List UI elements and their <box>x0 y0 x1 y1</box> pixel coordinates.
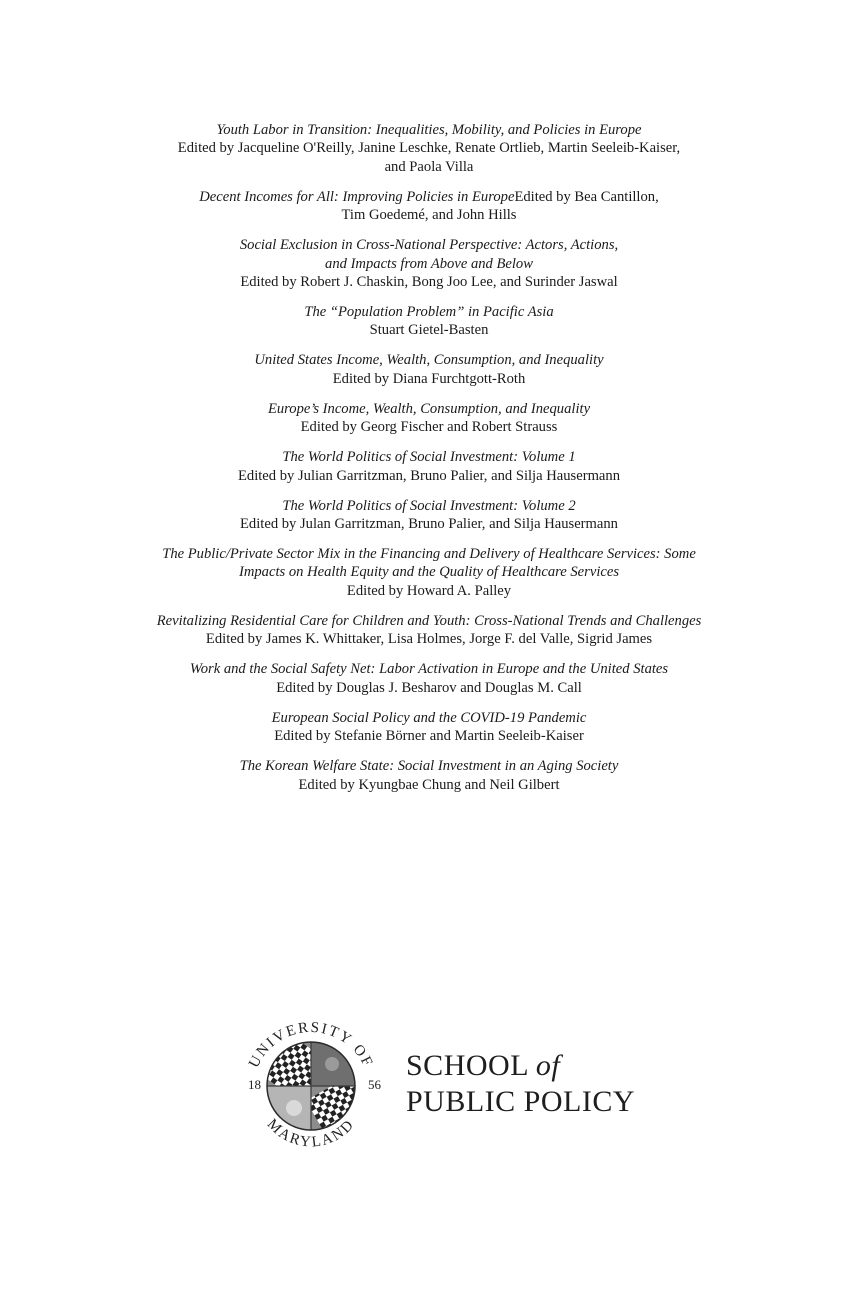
book-title: The World Politics of Social Investment: Volume 2 <box>282 497 576 514</box>
book-entry <box>0 545 858 600</box>
book-series-list <box>0 121 858 806</box>
seal-top-text: UNIVERSITY OF <box>246 1019 376 1071</box>
book-title: Europe’s Income, Wealth, Consumption, and Inequality <box>267 400 591 417</box>
book-editors: Edited by Diana Furchtgott-Roth <box>332 370 526 387</box>
book-entry <box>0 121 858 176</box>
seal-year-left: 18 <box>248 1077 261 1092</box>
book-entry <box>0 236 858 291</box>
book-editors: Tim Goedemé, and John Hills <box>341 207 517 224</box>
book-editors: Edited by James K. Whittaker, Lisa Holmes, Jorge F. del Valle, Sigrid James <box>205 631 653 648</box>
book-editors: Edited by Kyungbae Chung and Neil Gilbert <box>298 776 560 793</box>
book-editors: Edited by Georg Fischer and Robert Strauss <box>300 419 558 436</box>
book-entry <box>0 400 858 437</box>
book-editors: Edited by Stefanie Börner and Martin Seeleib-Kaiser <box>274 728 584 745</box>
book-author: Stuart Gietel-Basten <box>369 322 489 339</box>
book-entry <box>0 303 858 340</box>
publisher-logo <box>236 1008 646 1158</box>
seal-year-right: 56 <box>368 1077 381 1092</box>
book-title: The Korean Welfare State: Social Investment in an Aging Society <box>239 758 619 775</box>
book-entry <box>0 188 858 225</box>
book-title: Decent Incomes for All: Improving Policies in Europe <box>199 188 515 205</box>
book-title: Impacts on Health Equity and the Quality of Healthcare Services <box>238 564 620 581</box>
school-name-of: of <box>535 1049 561 1082</box>
book-title: Work and the Social Safety Net: Labor Activation in Europe and the United States <box>189 661 669 678</box>
book-entry <box>0 709 858 746</box>
book-title: The “Population Problem” in Pacific Asia <box>304 304 554 321</box>
seal-bottom-text: MARYLAND <box>263 1116 359 1151</box>
book-editors: Edited by Douglas J. Besharov and Douglas M. Call <box>276 679 582 696</box>
book-editors: Edited by Julan Garritzman, Bruno Palier, and Silja Hausermann <box>240 516 618 533</box>
school-name-line1: SCHOOL <box>406 1049 528 1082</box>
book-title: United States Income, Wealth, Consumption, and Inequality <box>254 352 604 369</box>
book-title: Revitalizing Residential Care for Children and Youth: Cross-National Trends and Challenges <box>156 612 702 629</box>
book-entry <box>0 497 858 534</box>
book-title: and Impacts from Above and Below <box>325 255 533 272</box>
book-editors: Edited by Julian Garritzman, Bruno Palier, and Silja Hausermann <box>237 467 620 484</box>
book-editors: Edited by Howard A. Palley <box>346 582 512 599</box>
book-entry <box>0 612 858 649</box>
school-name-line2: PUBLIC POLICY <box>406 1085 636 1118</box>
book-title: The World Politics of Social Investment: Volume 1 <box>282 449 576 466</box>
book-entry <box>0 448 858 485</box>
book-editors: Edited by Robert J. Chaskin, Bong Joo Lee, and Surinder Jaswal <box>240 274 618 291</box>
book-title: The Public/Private Sector Mix in the Financing and Delivery of Healthcare Services: Some <box>162 546 696 563</box>
book-entry <box>0 351 858 388</box>
book-editors: Edited by Bea Cantillon, <box>514 188 659 205</box>
book-title: Youth Labor in Transition: Inequalities, Mobility, and Policies in Europe <box>216 122 642 138</box>
book-title: Social Exclusion in Cross-National Perspective: Actors, Actions, <box>239 237 619 254</box>
book-editors: and Paola Villa <box>384 158 474 175</box>
school-name <box>406 1048 635 1120</box>
book-title: European Social Policy and the COVID-19 Pandemic <box>271 709 587 726</box>
book-entry <box>0 757 858 794</box>
university-seal-icon <box>236 1008 386 1158</box>
book-entry <box>0 660 858 697</box>
book-editors: Edited by Jacqueline O'Reilly, Janine Leschke, Renate Ortlieb, Martin Seeleib-Kaiser, <box>177 140 681 157</box>
